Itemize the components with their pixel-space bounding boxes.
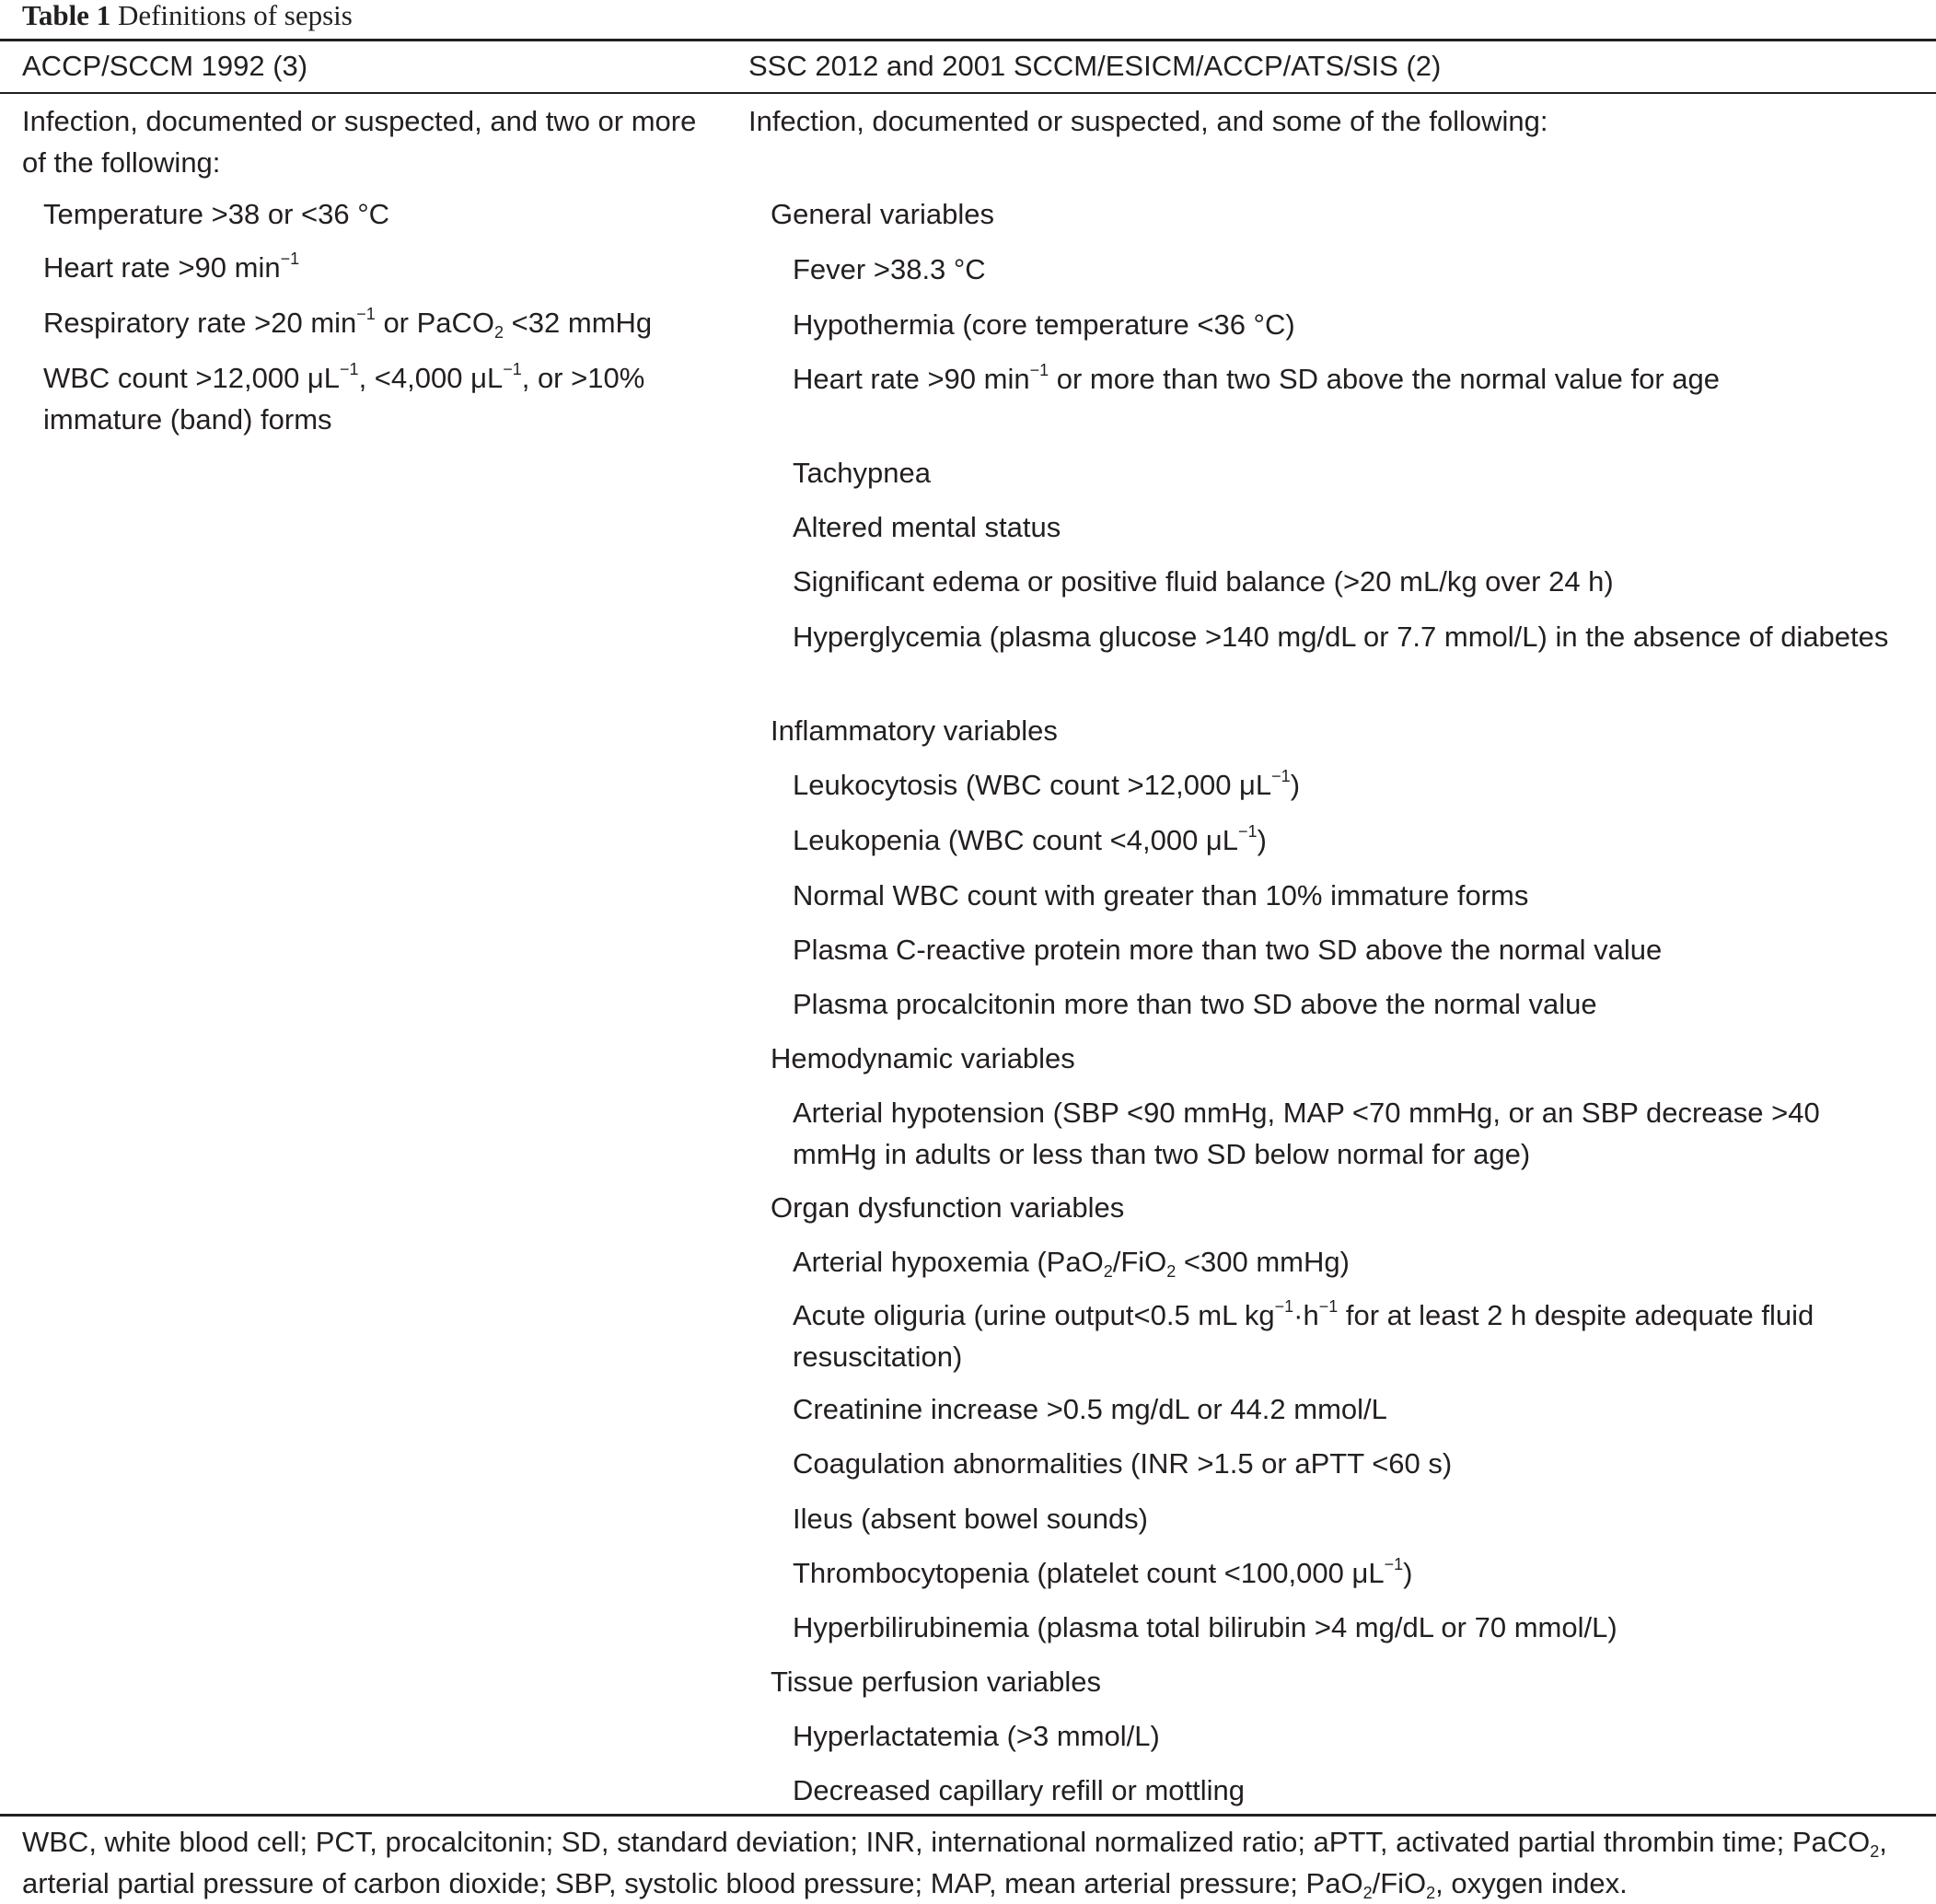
group-item: Altered mental status [793,511,1061,543]
left-criterion: Respiratory rate >20 $\min^{-1}$ or PaCO$_2$ <32 mmHg [43,305,653,342]
left-criterion: Temperature >38 or <36 °C [43,198,389,230]
group-heading: Hemodynamic variables [771,1042,1075,1074]
group-item: Coagulation abnormalities (INR >1.5 or aPTT <60 s) [793,1447,1453,1480]
group-item: Heart rate >90 $\min^{-1}$ or more than two SD above the normal value for age [793,361,1721,395]
group-item: Arterial hypotension (SBP <90 mmHg, MAP <70 mmHg, or an SBP decrease >40 mmHg in adults or less than two SD below normal for age) [793,1097,1820,1170]
group-item: Thrombocytopenia (platelet count <100,000 $\mu L^{-1}$) [793,1555,1413,1589]
group-item: Hypothermia (core temperature <36 °C) [793,308,1295,341]
header-left: ACCP/SCCM 1992 (3) [22,50,308,82]
left-criterion: Heart rate >90 $\min^{-1}$ [43,250,300,284]
group-item: Leukocytosis (WBC count >12,000 $\mu L^{-1}$) [793,767,1301,801]
group-item: Hyperglycemia (plasma glucose >140 mg/dL or 7.7 mmol/L) in the absence of diabetes [793,621,1889,653]
group-item: Hyperlactatemia (>3 mmol/L) [793,1720,1160,1752]
group-heading: Inflammatory variables [771,714,1058,747]
left-intro: Infection, documented or suspected, and two or more of the following: [22,105,697,179]
group-item: Ileus (absent bowel sounds) [793,1503,1149,1535]
group-item: Hyperbilirubinemia (plasma total bilirubin >4 mg/dL or 70 mmol/L) [793,1611,1617,1643]
right-intro: Infection, documented or suspected, and some of the following: [748,105,1548,137]
table-label: Table 1 [22,0,111,31]
group-item: Normal WBC count with greater than 10% immature forms [793,879,1529,911]
group-heading: Organ dysfunction variables [771,1191,1125,1224]
group-item: Plasma C-reactive protein more than two SD above the normal value [793,934,1663,966]
group-item: Arterial hypoxemia (PaO$_2$/FiO$_2$ <300 mmHg) [793,1246,1350,1281]
header-rule [0,92,1936,94]
top-rule [0,39,1936,41]
table-title: Definitions of sepsis [117,0,353,31]
table-caption [22,0,353,31]
table-footnote: WBC, white blood cell; PCT, procalcitonin; SD, standard deviation; INR, international normalized ratio; aPTT, activated partial thrombin time; PaCO$_2$, arterial partial pressure of carbon dioxide; SBP, systolic blood pressure; MAP, mean arterial pressure; PaO$_2$/FiO$_2$, oxygen index. [22,1826,1887,1902]
group-item: Decreased capillary refill or mottling [793,1774,1246,1806]
group-item: Significant edema or positive fluid balance (>20 mL/kg over 24 h) [793,565,1614,598]
group-heading: Tissue perfusion variables [771,1666,1101,1698]
bottom-rule [0,1814,1936,1817]
group-item: Leukopenia (WBC count <4,000 $\mu L^{-1}$) [793,822,1267,856]
group-item: Creatinine increase >0.5 mg/dL or 44.2 mmol/L [793,1393,1387,1425]
group-item: Tachypnea [793,457,931,489]
group-heading: General variables [771,198,994,230]
header-right: SSC 2012 and 2001 SCCM/ESICM/ACCP/ATS/SIS (2) [748,50,1442,82]
group-item: Acute oliguria (urine output<0.5 mL $kg^{-1}\cdot h^{-1}$ for at least 2 h despite adequate fluid resuscitation) [793,1297,1814,1373]
left-criterion: WBC count >12,000 $\mu L^{-1}$, <4,000 $\mu L^{-1}$, or >10% immature (band) forms [43,360,645,435]
group-item: Fever >38.3 °C [793,253,986,285]
group-item: Plasma procalcitonin more than two SD above the normal value [793,988,1597,1020]
